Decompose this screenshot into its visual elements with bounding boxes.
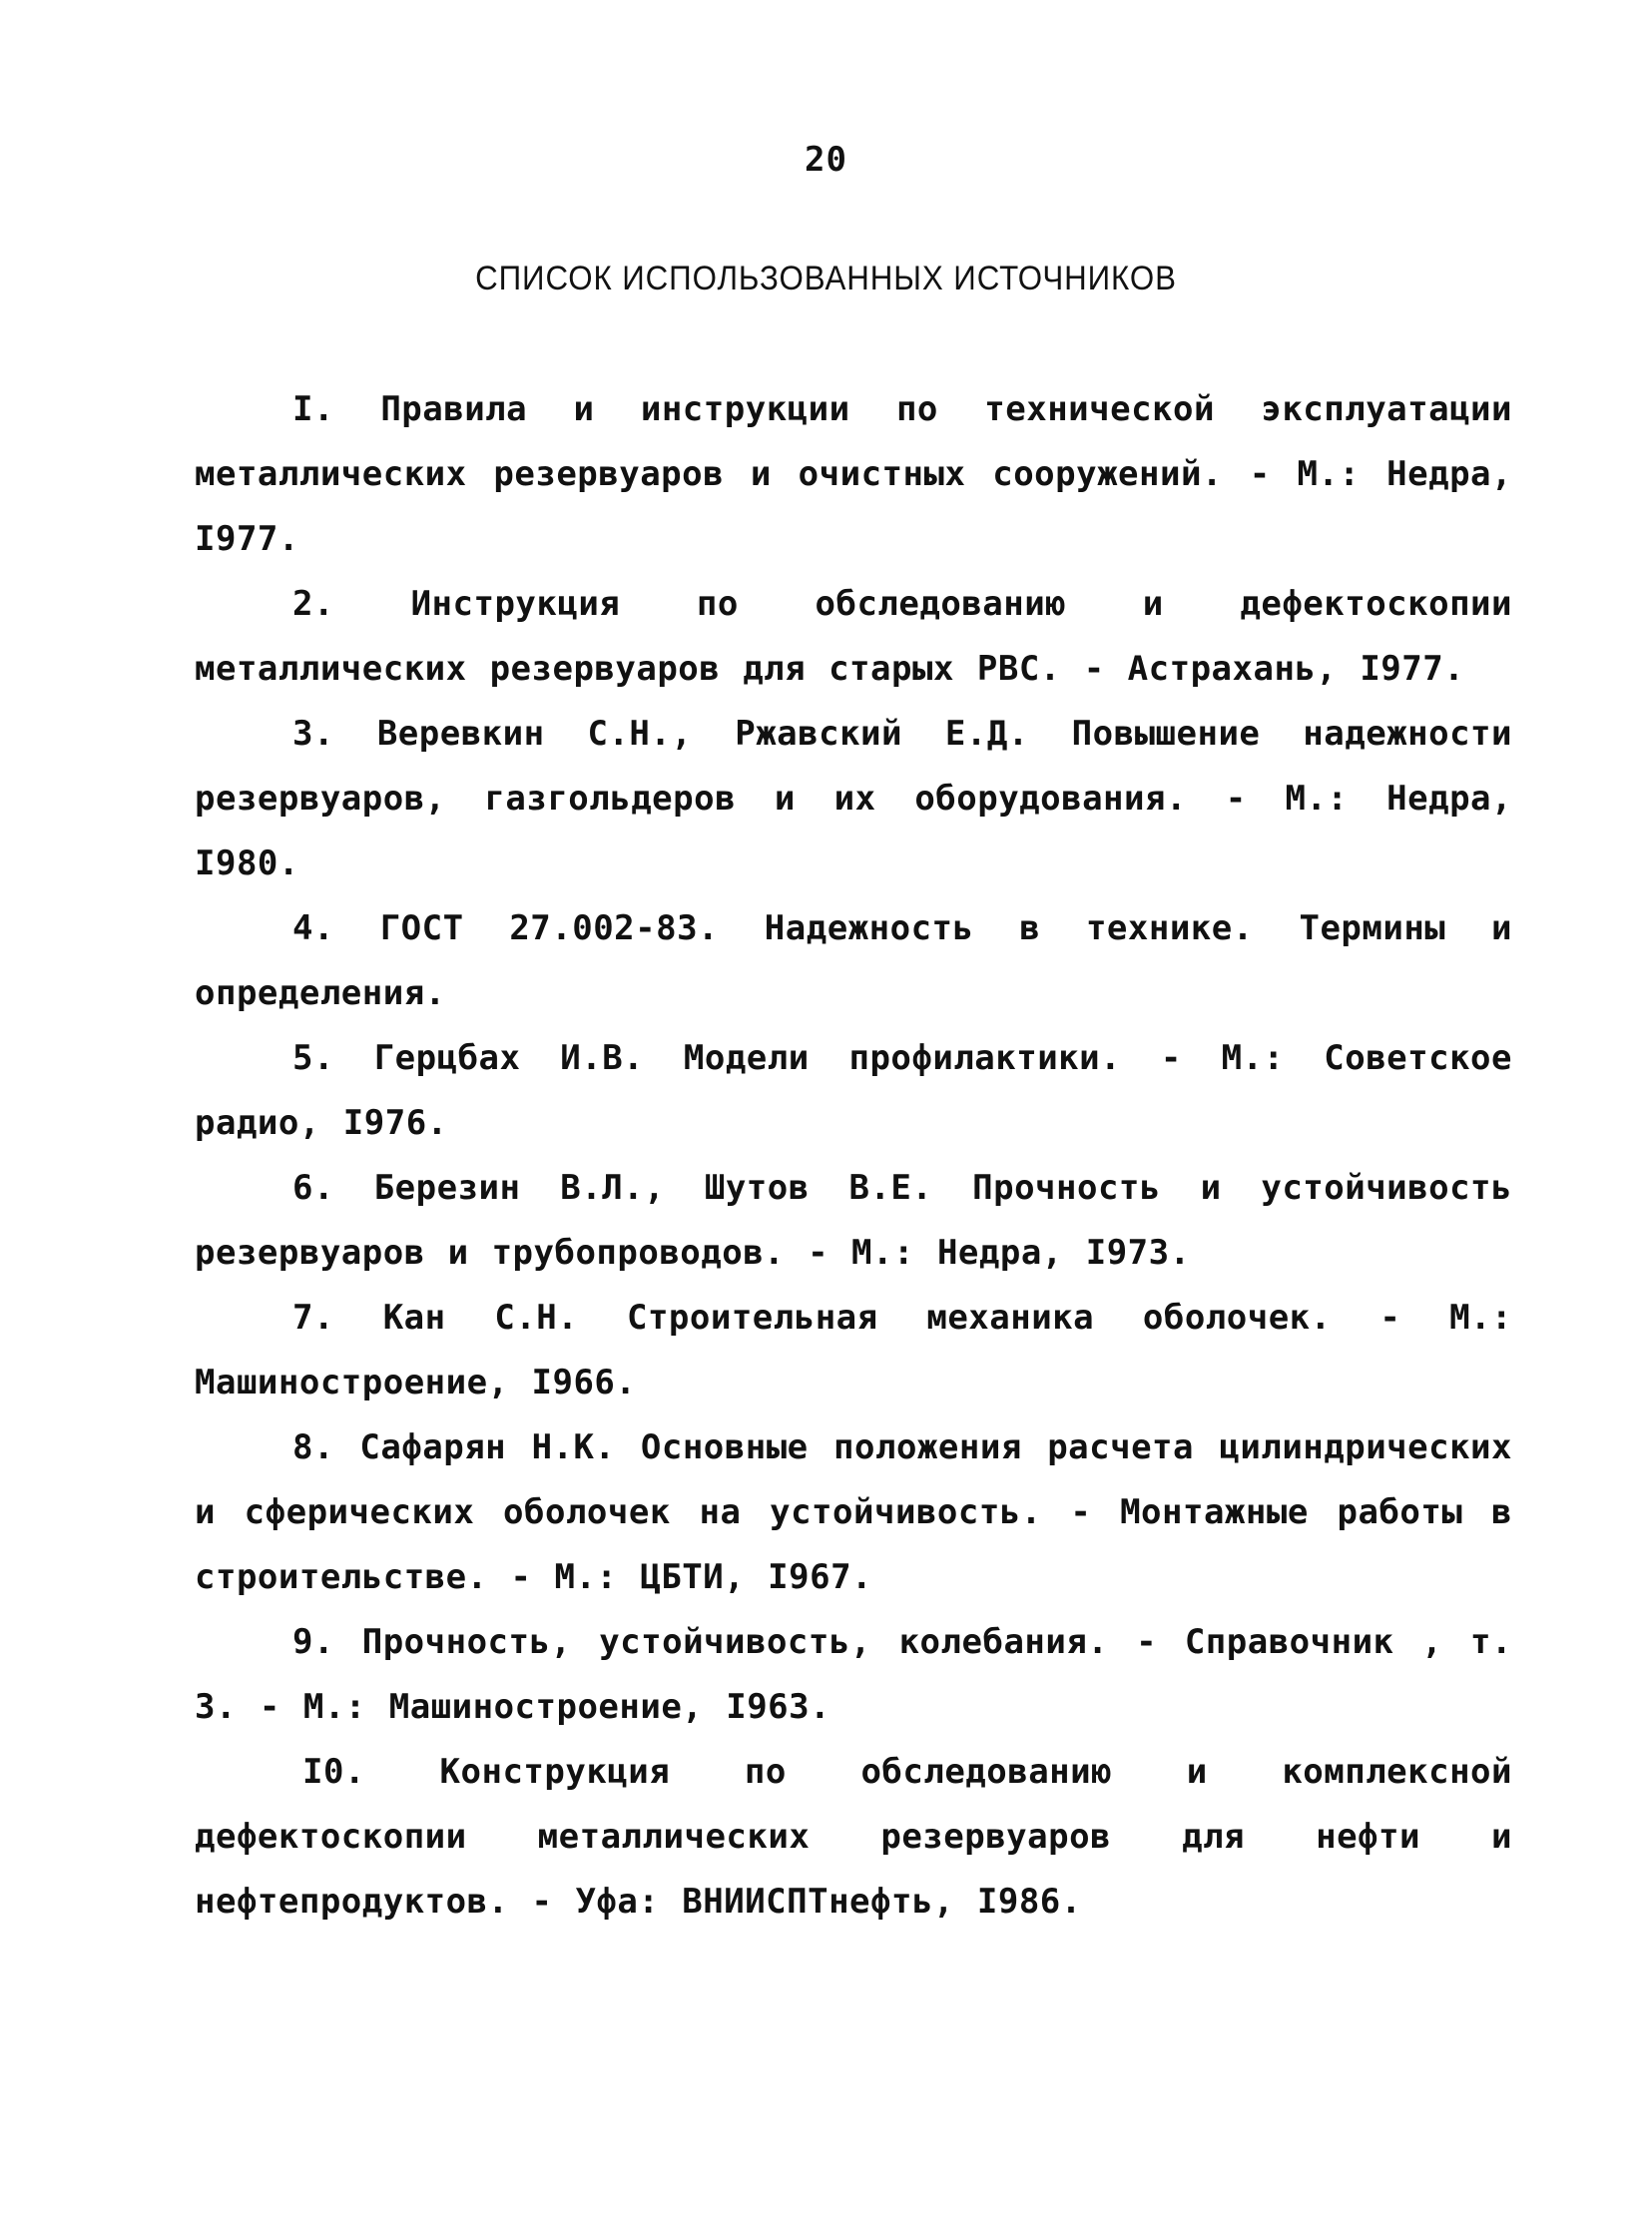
reference-item-2: 2. Инструкция по обследованию и дефектоскопии металлических резервуаров для старых РВС. - Астрахань, I977.	[195, 584, 1512, 689]
reference-item-1: I. Правила и инструкции по технической эксплуатации металлических резервуаров и очистных сооружений. - М.: Недра, I977.	[195, 389, 1512, 559]
reference-item-8: 8. Сафарян Н.К. Основные положения расчета цилиндрических и сферических оболочек на устойчивость. - Монтажные работы в строительстве. - М.: ЦБТИ, I967.	[195, 1427, 1512, 1597]
reference-item-3: 3. Веревкин С.Н., Ржавский Е.Д. Повышение надежности резервуаров, газгольдеров и их оборудования. - М.: Недра, I980.	[195, 714, 1512, 883]
reference-item-9: 9. Прочность, устойчивость, колебания. - Справочник , т. 3. - М.: Машиностроение, I963.	[195, 1622, 1512, 1727]
reference-item-6: 6. Березин В.Л., Шутов В.Е. Прочность и устойчивость резервуаров и трубопроводов. - М.: Недра, I973.	[195, 1168, 1512, 1273]
page-title: СПИСОК ИСПОЛЬЗОВАННЫХ ИСТОЧНИКОВ	[475, 260, 1177, 297]
reference-list	[195, 377, 1512, 1935]
reference-item-4: 4. ГОСТ 27.002-83. Надежность в технике. Термины и определения.	[195, 908, 1512, 1013]
page-number: 20	[805, 140, 847, 180]
reference-item-5: 5. Герцбах И.В. Модели профилактики. - М.: Советское радио, I976.	[195, 1038, 1512, 1143]
reference-item-10: I0. Конструкция по обследованию и комплексной дефектоскопии металлических резервуаров для нефти и нефтепродуктов. - Уфа: ВНИИСПТнефть, I986.	[195, 1752, 1512, 1922]
reference-item-7: 7. Кан С.Н. Строительная механика оболочек. - М.: Машиностроение, I966.	[195, 1298, 1512, 1402]
